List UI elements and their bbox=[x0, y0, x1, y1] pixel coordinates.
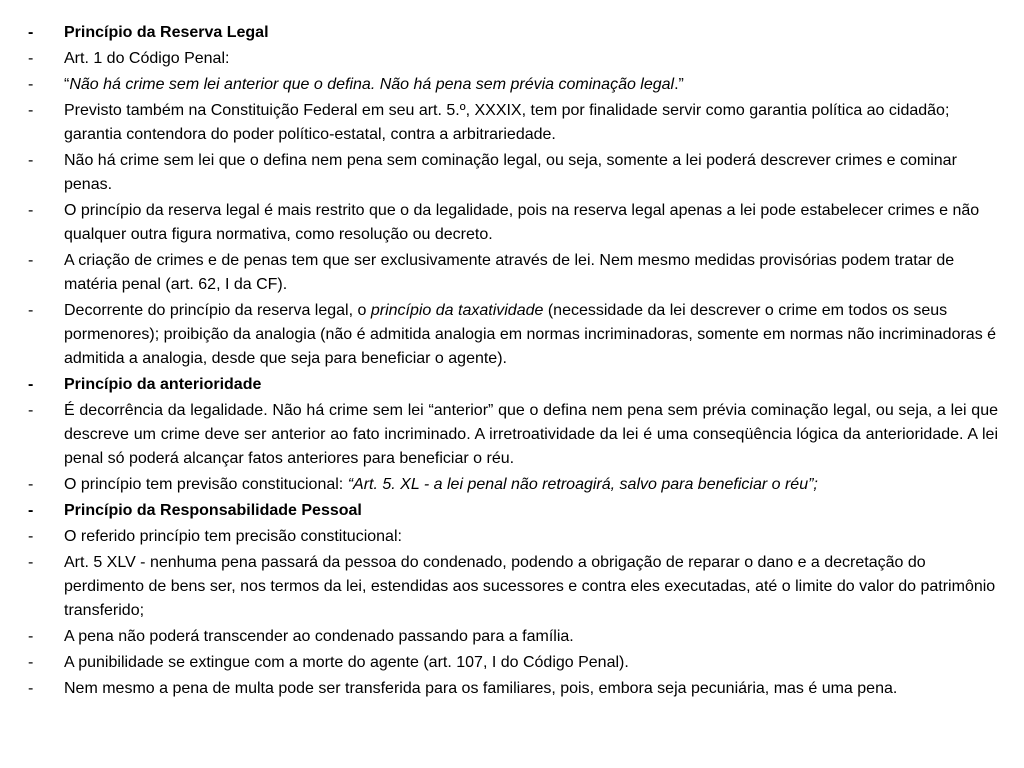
list-item bbox=[28, 651, 998, 675]
item-text: Art. 1 do Código Penal: bbox=[64, 50, 230, 67]
bullet-dash: - bbox=[28, 628, 34, 645]
bullet-list bbox=[28, 21, 998, 703]
item-text: É decorrência da legalidade. Não há crime sem lei “anterior” que o defina nem pena sem prévia cominação legal, ou seja, a lei que descreve um crime deve ser anterior ao fato incriminado. A irretroatividade da lei é uma conseqüência lógica da anterioridade. A lei penal só poderá alcançar fatos anteriores para beneficiar o réu. bbox=[64, 402, 998, 467]
bullet-dash: - bbox=[28, 76, 34, 93]
text-before: Decorrente do princípio da reserva legal, o bbox=[64, 302, 371, 319]
bullet-dash: - bbox=[28, 24, 34, 41]
list-item bbox=[28, 399, 998, 471]
text-after: (necessidade da lei descrever o crime em todos os seus pormenores); proibição da analogia (não é admitida analogia em normas incriminadoras, somente em normas não incriminadoras é admitida a analogia, desde que seja para beneficiar o agente). bbox=[64, 302, 997, 367]
item-text bbox=[64, 76, 684, 93]
bullet-dash: - bbox=[28, 202, 34, 219]
list-item bbox=[28, 551, 998, 623]
bullet-dash: - bbox=[28, 476, 34, 493]
bullet-dash: - bbox=[28, 50, 34, 67]
quote-italic: Não há crime sem lei anterior que o defina. Não há pena sem prévia cominação legal bbox=[69, 76, 675, 93]
item-text: Princípio da Responsabilidade Pessoal bbox=[64, 502, 362, 519]
section-heading bbox=[28, 499, 998, 523]
bullet-dash: - bbox=[28, 680, 34, 697]
bullet-dash: - bbox=[28, 102, 34, 119]
quote-close: .” bbox=[674, 76, 684, 93]
bullet-dash: - bbox=[28, 376, 34, 393]
item-text: O princípio da reserva legal é mais restrito que o da legalidade, pois na reserva legal apenas a lei pode estabelecer crimes e não qualquer outra figura normativa, como resolução ou decreto. bbox=[64, 202, 980, 243]
bullet-dash: - bbox=[28, 252, 34, 269]
bullet-dash: - bbox=[28, 502, 34, 519]
list-item bbox=[28, 473, 998, 497]
item-text: Nem mesmo a pena de multa pode ser transferida para os familiares, pois, embora seja pecuniária, mas é uma pena. bbox=[64, 680, 898, 697]
item-text: Princípio da anterioridade bbox=[64, 376, 262, 393]
section-heading bbox=[28, 21, 998, 45]
bullet-dash: - bbox=[28, 528, 34, 545]
list-item bbox=[28, 73, 998, 97]
text-italic: “Art. 5. XL - a lei penal não retroagirá, salvo para beneficiar o réu”; bbox=[347, 476, 818, 493]
item-text bbox=[64, 302, 996, 367]
item-text: Art. 5 XLV - nenhuma pena passará da pessoa do condenado, podendo a obrigação de reparar o dano e a decretação do perdimento de bens ser, nos termos da lei, estendidas aos sucessores e contra eles executadas, até o limite do valor do patrimônio transferido; bbox=[64, 554, 996, 619]
item-text: Não há crime sem lei que o defina nem pena sem cominação legal, ou seja, somente a lei poderá descrever crimes e cominar penas. bbox=[64, 152, 957, 193]
list-item bbox=[28, 249, 998, 297]
bullet-dash: - bbox=[28, 654, 34, 671]
bullet-dash: - bbox=[28, 554, 34, 571]
item-text: A criação de crimes e de penas tem que ser exclusivamente através de lei. Nem mesmo medidas provisórias podem tratar de matéria penal (art. 62, I da CF). bbox=[64, 252, 955, 293]
item-text: Princípio da Reserva Legal bbox=[64, 24, 269, 41]
list-item bbox=[28, 47, 998, 71]
bullet-dash: - bbox=[28, 402, 34, 419]
text-italic: princípio da taxatividade bbox=[370, 302, 544, 319]
list-item bbox=[28, 149, 998, 197]
item-text: A pena não poderá transcender ao condenado passando para a família. bbox=[64, 628, 574, 645]
list-item bbox=[28, 199, 998, 247]
section-heading bbox=[28, 373, 998, 397]
bullet-dash: - bbox=[28, 152, 34, 169]
text-before: O princípio tem previsão constitucional: bbox=[64, 476, 348, 493]
quote-open: “ bbox=[64, 76, 70, 93]
item-text: Previsto também na Constituição Federal em seu art. 5.º, XXXIX, tem por finalidade servir como garantia política ao cidadão; garantia contendora do poder político-estatal, contra a arbitrariedade. bbox=[64, 102, 950, 143]
list-item bbox=[28, 525, 998, 549]
list-item bbox=[28, 99, 998, 147]
list-item bbox=[28, 625, 998, 649]
bullet-dash: - bbox=[28, 302, 34, 319]
item-text bbox=[64, 476, 818, 493]
list-item bbox=[28, 299, 998, 371]
item-text: O referido princípio tem precisão constitucional: bbox=[64, 528, 402, 545]
list-item bbox=[28, 677, 998, 701]
item-text: A punibilidade se extingue com a morte do agente (art. 107, I do Código Penal). bbox=[64, 654, 629, 671]
